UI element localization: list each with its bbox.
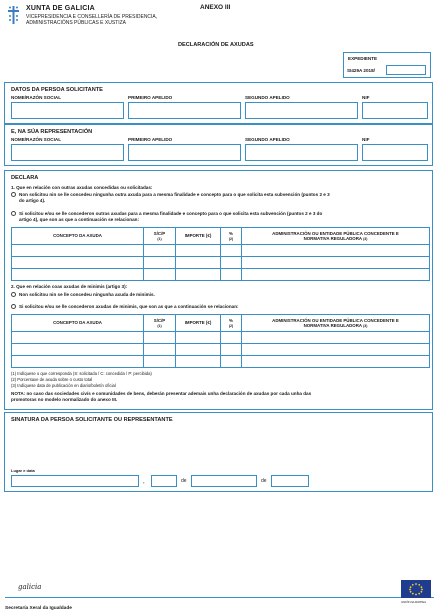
q1-option2-radio[interactable] [11,211,16,216]
org-sub2: ADMINISTRACIÓNS PÚBLICAS E XUSTIZA [26,20,127,26]
declara-q1: 1. Que en relación con outras axudas concedidas ou solicitadas: [11,185,153,190]
representante-ap2-input[interactable] [245,144,358,161]
representante-label-ap1: PRIMEIRO APELIDO [128,137,173,142]
sinatura-title: SINATURA DA PERSOA SOLICITANTE OU REPRESENTANTE [11,417,173,423]
table-row [12,257,430,269]
annex-label: ANEXO III [200,4,231,11]
table-row [12,356,430,368]
table-row [12,344,430,356]
ano-input[interactable] [271,475,309,487]
declara-q2: 2. Que en relación coas axudas de minimis (artigo 3): [11,284,128,289]
q2-option2-text: Si solicitou e/ou se lle concederon axudas de minimis, que son as que a continuación se relacionan: [19,304,239,309]
col-pct: % (2) [221,228,242,245]
footer [0,570,439,614]
lugar-data-label: Lugar e data [11,468,35,473]
page-title: DECLARACIÓN DE AXUDAS [178,42,254,48]
table-row [12,269,430,281]
comma-sep: , [143,479,145,485]
org-sub1: VICEPRESIDENCIA E CONSELLERÍA DE PRESIDENCIA, [26,14,158,20]
expediente-input[interactable] [386,65,426,75]
eu-text: UNIÓN EUROPEA [401,600,427,604]
col-concepto: CONCEPTO DA AXUDA [12,228,144,245]
solicitante-nome-input[interactable] [11,102,124,119]
q2-option2-radio[interactable] [11,304,16,309]
sinatura-section [4,412,433,492]
solicitante-label-ap1: PRIMEIRO APELIDO [128,95,173,100]
declara-section [4,170,433,410]
org-name: XUNTA DE GALICIA [26,5,95,12]
solicitante-section [4,82,433,124]
col-importe: IMPORTE (€) [176,228,221,245]
lugar-input[interactable] [11,475,139,487]
expediente-box [343,52,431,78]
note-2: (2) Porcentaxe de axuda sobre o custo total [11,377,93,382]
secretaria-label: Secretaría Xeral da Igualdade [5,606,72,611]
col-concepto: CONCEPTO DA AXUDA [12,315,144,332]
de-label-2: de [261,478,267,484]
col-importe: IMPORTE (€) [176,315,221,332]
mes-input[interactable] [191,475,257,487]
galicia-logo: galicia [18,583,42,591]
solicitante-ap1-input[interactable] [128,102,241,119]
expediente-label: EXPEDIENTE [348,56,378,61]
representante-nif-input[interactable] [362,144,428,161]
col-scp: S/C/P (1) [144,228,176,245]
representante-section [4,124,433,166]
col-pct: % (2) [221,315,242,332]
col-admin: ADMINISTRACIÓN OU ENTIDADE PÚBLICA CONCEDENTE E NORMATIVA REGULADORA (3) [242,315,430,332]
representante-label-ap2: SEGUNDO APELIDO [245,137,290,142]
axudas-table-2 [11,314,430,368]
note-3: (3) Indíquese data de publicación en diario/boletín oficial [11,383,116,388]
xunta-logo-icon [8,6,19,24]
expediente-code: SI429A 2018/ [347,68,375,73]
representante-ap1-input[interactable] [128,144,241,161]
q1-option1-text-b: do artigo 4). [19,198,46,203]
q1-option2-text-b: artigo 4), que son as que a continuación se relacionan: [19,217,139,222]
q1-option1-text: Non solicitou nin se lle concedeu ningunha outra axuda para a mesma finalidade e concepto para o que solicita esta subvención (puntos 2 e 3 [19,192,330,197]
note-1: (1) Indíquese o que corresponda (S: solicitada / C: concedida / P: percibida) [11,371,152,376]
q1-option2-text: Si solicitou e/ou se lle concederon outras axudas para a mesma finalidade e concepto para o que solicita esta subvención (puntos 2 e 3 do [19,211,323,216]
dia-input[interactable] [151,475,177,487]
q2-option1-radio[interactable] [11,292,16,297]
solicitante-nif-input[interactable] [362,102,428,119]
nota-text: NOTA: no caso das sociedades civís e comunidades de bens, deberán presentar ademais unha declaración de axudas por cada unha das [11,391,312,396]
nota-text-b: promotoras no modelo normalizado do anexo III. [11,397,118,402]
de-label-1: de [181,478,187,484]
representante-label-nif: NIF [362,137,370,142]
solicitante-label-ap2: SEGUNDO APELIDO [245,95,290,100]
solicitante-ap2-input[interactable] [245,102,358,119]
solicitante-label-nome: NOME/RAZÓN SOCIAL [11,95,62,100]
eu-flag-icon [401,580,431,598]
col-scp: S/C/P (1) [144,315,176,332]
solicitante-label-nif: NIF [362,95,370,100]
q2-option1-text: Non solicitou nin se lle concedeu ningunha axuda de minimis. [19,292,155,297]
solicitante-title: DATOS DA PERSOA SOLICITANTE [11,87,103,93]
representante-nome-input[interactable] [11,144,124,161]
table-row [12,245,430,257]
q1-option1-radio[interactable] [11,192,16,197]
representante-label-nome: NOME/RAZÓN SOCIAL [11,137,62,142]
footer-divider [5,597,434,598]
col-admin: ADMINISTRACIÓN OU ENTIDADE PÚBLICA CONCEDENTE E NORMATIVA REGULADORA (3) [242,228,430,245]
declara-title: DECLARA [11,175,39,181]
axudas-table-1 [11,227,430,281]
representante-title: E, NA SÚA REPRESENTACIÓN [11,129,93,135]
table-row [12,332,430,344]
